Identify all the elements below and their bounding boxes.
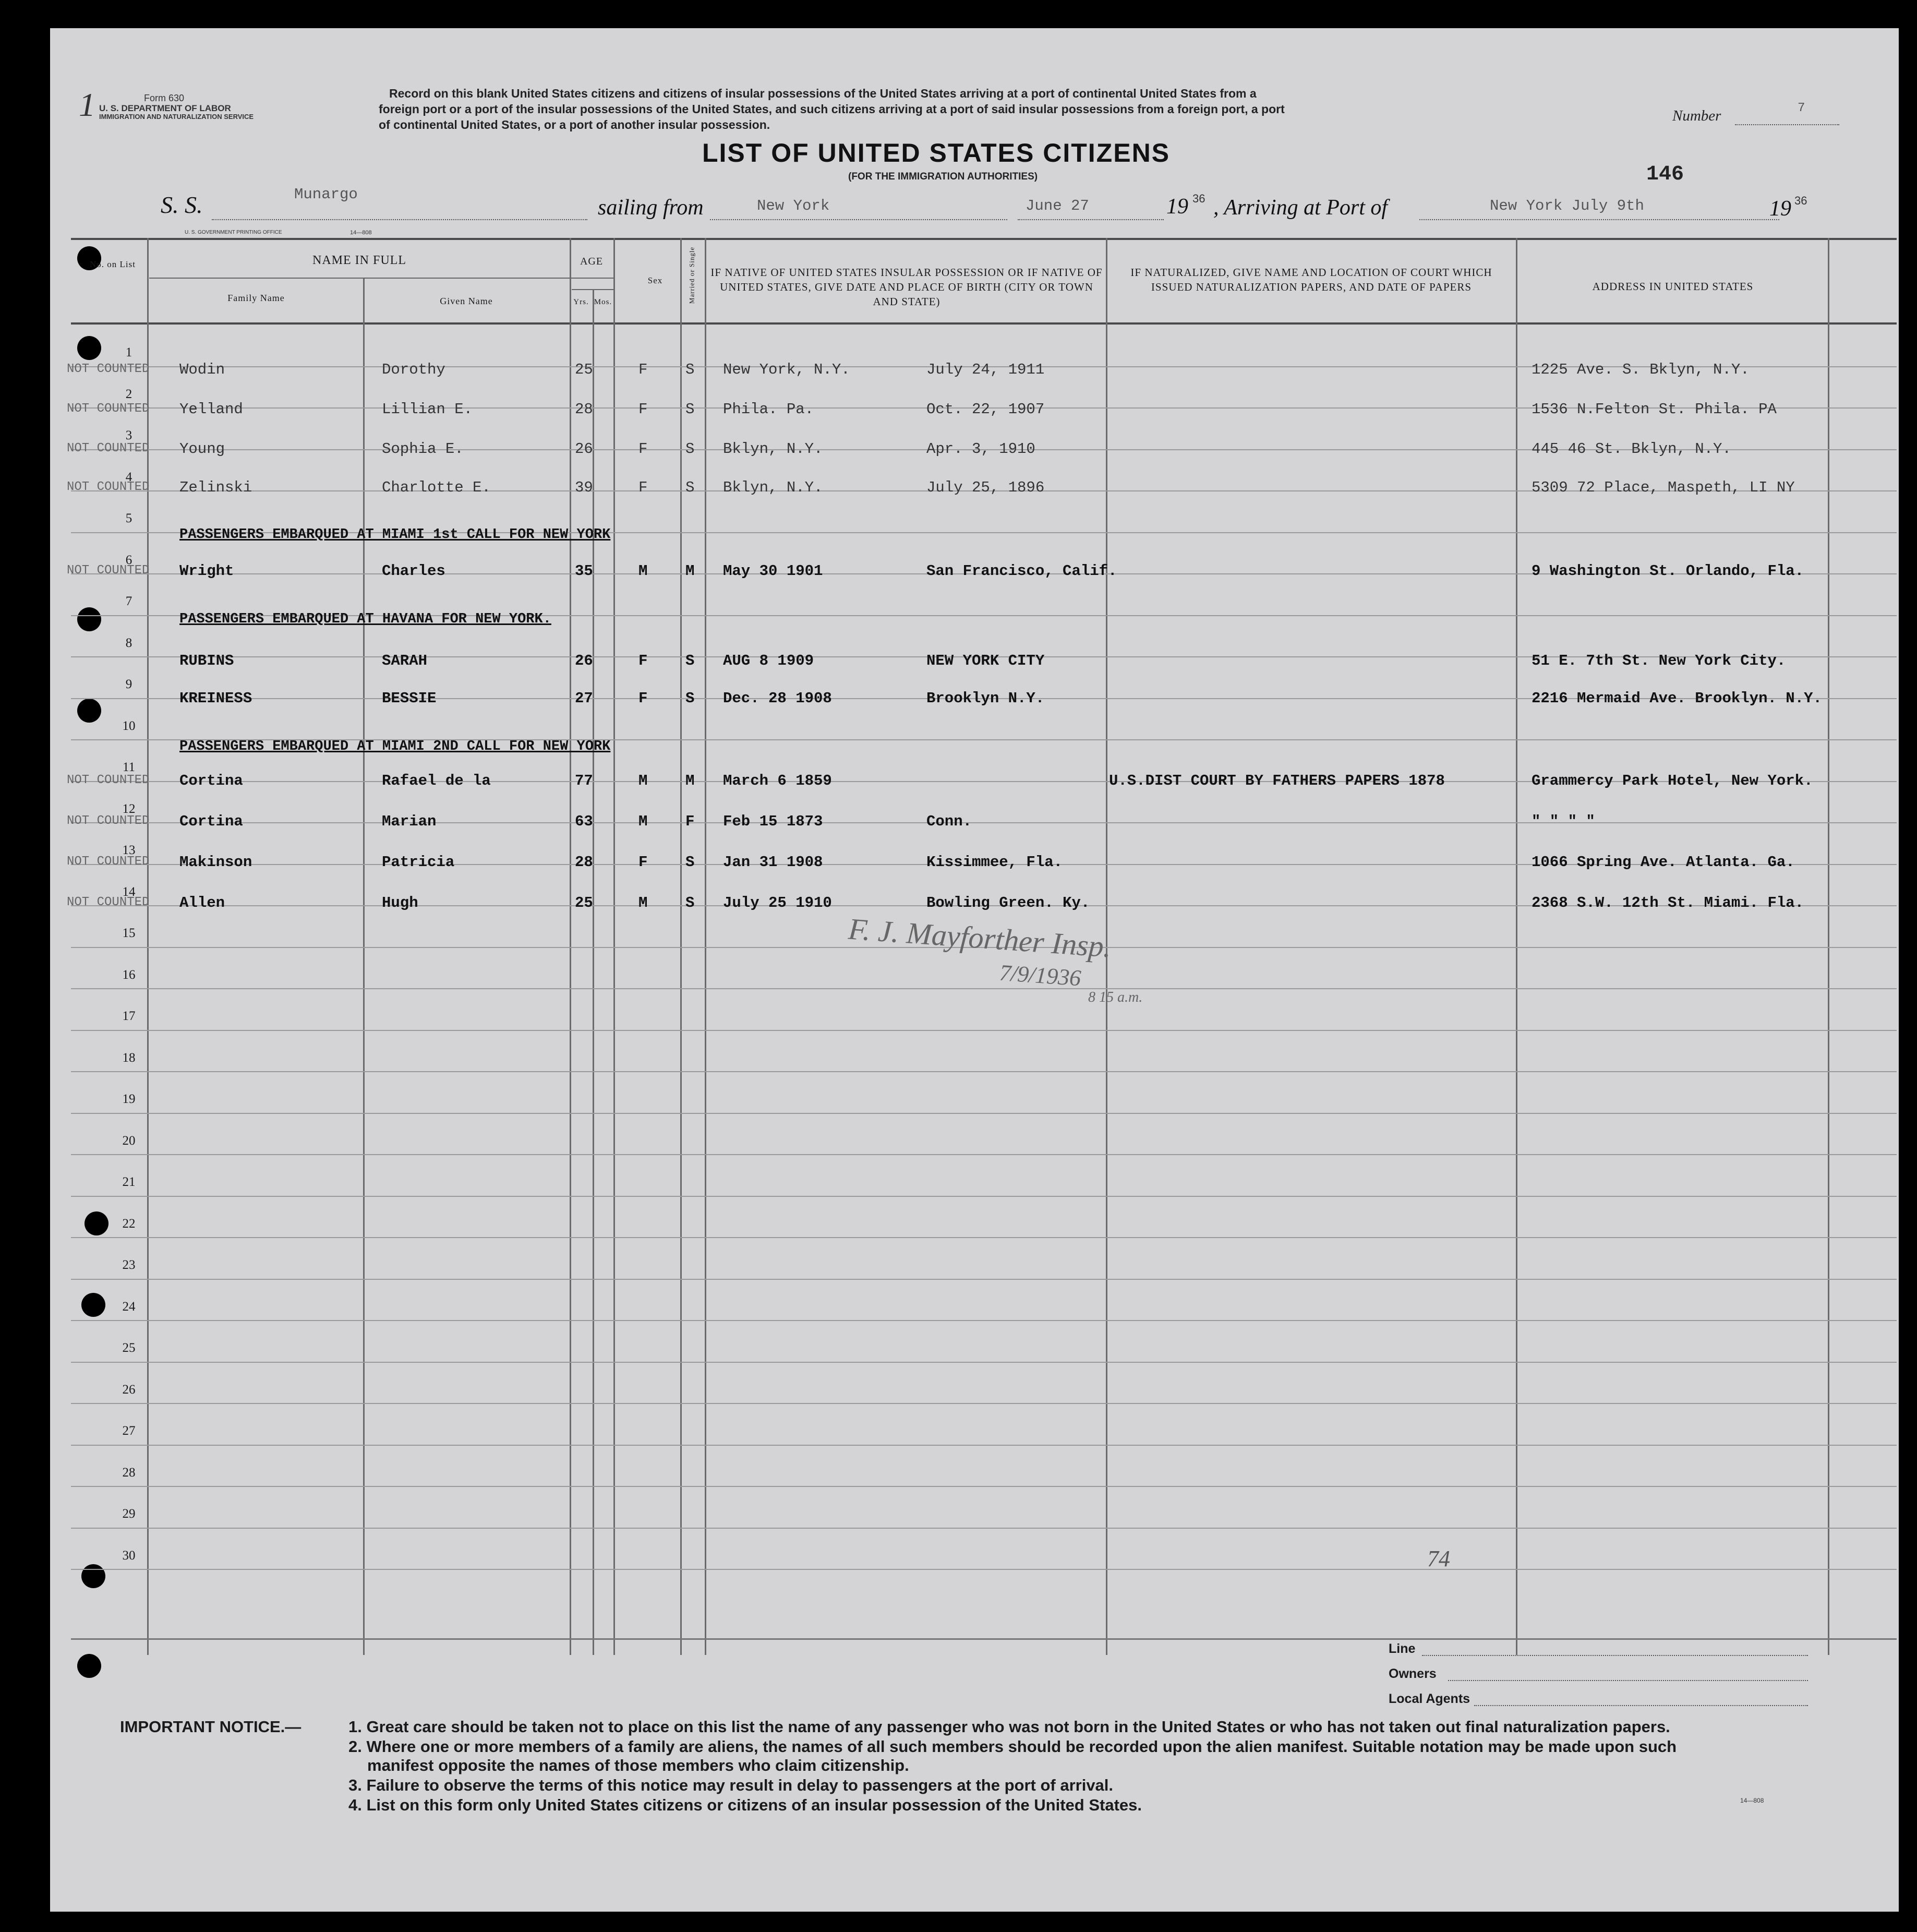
cell-given: BESSIE: [382, 690, 437, 707]
cell-address: Grammercy Park Hotel, New York.: [1532, 772, 1813, 789]
cell-ms: S: [685, 652, 695, 669]
row-line: [71, 988, 1897, 989]
cell-family: Yelland: [179, 401, 243, 418]
cell-sex: F: [638, 652, 648, 669]
year-suffix-1: 36: [1192, 192, 1205, 205]
cell-ms: M: [685, 562, 695, 580]
instruction-line-3: of continental United States, or a port of another insular possession.: [379, 118, 770, 131]
cell-age: 39: [575, 479, 593, 496]
cell-ms: S: [685, 401, 695, 418]
cell-given: Lillian E.: [382, 401, 473, 418]
cell-birth-date: Feb 15 1873: [723, 813, 823, 830]
year-prefix-1: 19: [1166, 195, 1188, 219]
row-number: 25: [122, 1341, 136, 1355]
page-title: LIST OF UNITED STATES CITIZENS: [702, 138, 1171, 167]
notice-3: 3. Failure to observe the terms of this notice may result in delay to passengers at the port of arrival.: [348, 1776, 1114, 1794]
ship-name-line: [212, 219, 587, 220]
sailing-date: June 27: [1026, 197, 1089, 214]
header-name-in-full: NAME IN FULL: [312, 254, 406, 267]
cell-sex: F: [638, 690, 648, 707]
cell-address: 1536 N.Felton St. Phila. PA: [1532, 401, 1777, 418]
printing-office: U. S. GOVERNMENT PRINTING OFFICE: [185, 230, 282, 235]
notice-2: 2. Where one or more members of a family are aliens, the names of all such members should be recorded upon the alien manifest. Suitable notation may be made upon such: [348, 1737, 1677, 1756]
row-line: [71, 1528, 1897, 1529]
cell-birth-place: Brooklyn N.Y.: [926, 690, 1045, 707]
notice-2-cont: manifest opposite the names of those members who claim citizenship.: [367, 1756, 909, 1774]
row-line: [71, 1320, 1897, 1321]
cell-sex: F: [638, 854, 648, 871]
col-divider-family: [363, 279, 365, 1655]
row-line: [71, 1237, 1897, 1238]
header-naturalized: IF NATURALIZED, GIVE NAME AND LOCATION OF COURT WHICH ISSUED NATURALIZATION PAPERS, AND DATE OF PAPERS: [1130, 266, 1492, 293]
cell-age: 25: [575, 894, 593, 911]
cell-given: Hugh: [382, 894, 418, 911]
table-bottom-border: [71, 1638, 1897, 1640]
row-line: [71, 1071, 1897, 1072]
row-line: [71, 1445, 1897, 1446]
cell-age: 35: [575, 562, 593, 580]
cell-birth-date: May 30 1901: [723, 562, 823, 580]
row-number: 3: [125, 428, 132, 442]
cell-ms: F: [685, 813, 695, 830]
punch-hole-6: [81, 1293, 105, 1317]
cell-ms: S: [685, 479, 695, 496]
sailing-from-port: New York: [757, 197, 830, 214]
cell-family: KREINESS: [179, 690, 252, 707]
notice-4: 4. List on this form only United States citizens or citizens of an insular possession of the United States.: [348, 1796, 1142, 1814]
sailing-from-line: [710, 219, 1007, 220]
cell-family: Zelinski: [179, 479, 252, 496]
cell-family: Cortina: [179, 772, 243, 789]
cell-naturalized: U.S.DIST COURT BY FATHERS PAPERS 1878: [1109, 772, 1445, 789]
instruction-line-2: foreign port or a port of the insular possessions of the United States, and such citizens arriving at a port of said insular possessions from a foreign port, a port: [379, 102, 1285, 116]
cell-given: Sophia E.: [382, 440, 464, 458]
cell-birth-date: Bklyn, N.Y.: [723, 440, 823, 458]
instruction-line-1: Record on this blank United States citizens and citizens of insular possessions of the United States arriving at a port of continental United States from a: [389, 87, 1257, 100]
cell-ms: S: [685, 894, 695, 911]
not-counted-stamp: NOT COUNTED: [67, 563, 150, 578]
cell-ms: S: [685, 690, 695, 707]
col-divider-naturalized: [1516, 238, 1517, 1655]
cell-birth-place: Oct. 22, 1907: [926, 401, 1045, 418]
row-line: [71, 1154, 1897, 1155]
row-line: [71, 1196, 1897, 1197]
punch-hole-2: [77, 336, 101, 360]
line-fill: [1422, 1655, 1808, 1656]
row-number: 19: [122, 1092, 136, 1106]
not-counted-stamp: NOT COUNTED: [67, 814, 150, 828]
cell-birth-place: Kissimmee, Fla.: [926, 854, 1063, 871]
row-number: 18: [122, 1051, 136, 1065]
row-number: 13: [122, 843, 136, 857]
cell-birth-date: March 6 1859: [723, 772, 832, 789]
row-number: 4: [125, 470, 132, 484]
cell-family: Young: [179, 440, 225, 458]
sailing-from-label: sailing from: [598, 196, 704, 220]
row-line: [71, 822, 1897, 823]
cell-age: 28: [575, 401, 593, 418]
number-value: 7: [1798, 101, 1805, 115]
row-number: 5: [125, 511, 132, 525]
local-agents-label: Local Agents: [1389, 1691, 1470, 1706]
cell-ms: S: [685, 361, 695, 378]
print-code-top: 14—808: [350, 230, 372, 236]
row-line: [71, 1362, 1897, 1363]
row-number: 27: [122, 1424, 136, 1438]
cell-address: " " " ": [1532, 813, 1595, 830]
row-number: 12: [122, 802, 136, 816]
row-number: 17: [122, 1009, 136, 1023]
cell-sex: M: [638, 894, 648, 911]
row-number: 30: [122, 1549, 136, 1563]
cell-given: Charlotte E.: [382, 479, 491, 496]
cell-family: Wright: [179, 562, 234, 580]
row-number: 26: [122, 1383, 136, 1397]
row-number: 29: [122, 1507, 136, 1521]
row-number: 23: [122, 1258, 136, 1272]
cell-birth-place: Conn.: [926, 813, 972, 830]
row-number: 2: [125, 387, 132, 401]
inspector-signature: F. J. Mayforther Insp.: [847, 911, 1113, 964]
not-counted-stamp: NOT COUNTED: [67, 362, 150, 376]
punch-hole-4: [77, 699, 101, 723]
cell-age: 28: [575, 854, 593, 871]
cell-address: 2368 S.W. 12th St. Miami. Fla.: [1532, 894, 1804, 911]
not-counted-stamp: NOT COUNTED: [67, 895, 150, 909]
cell-address: 5309 72 Place, Maspeth, LI NY: [1532, 479, 1795, 496]
punch-hole-3: [77, 607, 101, 631]
line-label: Line: [1389, 1641, 1416, 1656]
row-number: 7: [125, 594, 132, 608]
cell-address: 1225 Ave. S. Bklyn, N.Y.: [1532, 361, 1750, 378]
cell-given: Charles: [382, 562, 445, 580]
cell-birth-date: AUG 8 1909: [723, 652, 814, 669]
cell-age: 25: [575, 361, 593, 378]
cell-given: Rafael de la: [382, 772, 491, 789]
arriving-label: , Arriving at Port of: [1213, 196, 1388, 220]
ship-name: Munargo: [294, 186, 358, 203]
number-line: [1735, 124, 1839, 125]
cell-sex: F: [638, 440, 648, 458]
row-line: [71, 1030, 1897, 1031]
header-birth: IF NATIVE OF UNITED STATES INSULAR POSSESSION OR IF NATIVE OF UNITED STATES, GIVE DATE AND PLACE OF BIRTH (CITY OR TOWN AND STATE): [710, 266, 1103, 308]
cell-address: 445 46 St. Bklyn, N.Y.: [1532, 440, 1731, 458]
notice-1: 1. Great care should be taken not to place on this list the name of any passenger who was not born in the United States or who has not taken out final naturalization papers.: [348, 1718, 1670, 1736]
header-given-name: Given Name: [440, 296, 493, 306]
year-suffix-2: 36: [1794, 194, 1807, 207]
ss-label: S. S.: [161, 191, 203, 218]
name-header-divider: [149, 278, 614, 279]
cell-family: RUBINS: [179, 652, 234, 669]
header-yrs: Yrs.: [573, 298, 589, 306]
row-number: 6: [125, 553, 132, 567]
sailing-date-line: [1018, 219, 1164, 220]
header-age: AGE: [580, 256, 604, 267]
row-number: 21: [122, 1175, 136, 1189]
col-divider-sex: [680, 238, 682, 1655]
cell-birth-date: July 25 1910: [723, 894, 832, 911]
cell-birth-date: Phila. Pa.: [723, 401, 814, 418]
row-number: 16: [122, 968, 136, 982]
margin-mark: 1: [79, 86, 95, 123]
arriving-port-line: [1419, 219, 1779, 220]
cell-address: 1066 Spring Ave. Atlanta. Ga.: [1532, 854, 1795, 871]
row-line: [71, 1279, 1897, 1280]
cell-birth-date: Bklyn, N.Y.: [723, 479, 823, 496]
cell-birth-place: Apr. 3, 1910: [926, 440, 1035, 458]
punch-hole-8: [77, 1654, 101, 1678]
cell-ms: S: [685, 854, 695, 871]
cell-birth-place: July 25, 1896: [926, 479, 1045, 496]
cell-family: Makinson: [179, 854, 252, 871]
manifest-sheet: [50, 28, 1899, 1912]
not-counted-stamp: NOT COUNTED: [67, 773, 150, 787]
page-subtitle: (FOR THE IMMIGRATION AUTHORITIES): [848, 171, 1038, 182]
department: U. S. DEPARTMENT OF LABOR: [99, 103, 231, 113]
col-divider-ms: [705, 238, 706, 1655]
cell-ms: M: [685, 772, 695, 789]
inspection-time: 8 15 a.m.: [1088, 989, 1143, 1005]
sheet-count: 74: [1427, 1546, 1450, 1571]
cell-birth-date: Jan 31 1908: [723, 854, 823, 871]
header-address: ADDRESS IN UNITED STATES: [1592, 280, 1754, 293]
header-sex: Sex: [647, 275, 663, 285]
row-number: 10: [122, 719, 136, 733]
row-number: 22: [122, 1217, 136, 1231]
not-counted-stamp: NOT COUNTED: [67, 441, 150, 455]
row-number: 11: [122, 760, 136, 774]
cell-address: 9 Washington St. Orlando, Fla.: [1532, 562, 1804, 580]
not-counted-stamp: NOT COUNTED: [67, 402, 150, 416]
header-family-name: Family Name: [227, 293, 285, 303]
col-divider-age: [613, 238, 615, 1655]
cell-sex: F: [638, 479, 648, 496]
cell-given: SARAH: [382, 652, 428, 669]
cell-age: 26: [575, 652, 593, 669]
col-divider-given: [570, 238, 571, 1655]
cell-sex: F: [638, 361, 648, 378]
header-bottom-border: [71, 322, 1897, 325]
cell-given: Dorothy: [382, 361, 445, 378]
cell-birth-date: New York, N.Y.: [723, 361, 850, 378]
cell-birth-date: Dec. 28 1908: [723, 690, 832, 707]
cell-birth-place: Bowling Green. Ky.: [926, 894, 1090, 911]
cell-age: 26: [575, 440, 593, 458]
row-number: 1: [125, 345, 132, 359]
header-mos: Mos.: [594, 298, 612, 306]
row-line: [71, 1569, 1897, 1570]
not-counted-stamp: NOT COUNTED: [67, 480, 150, 494]
cell-age: 63: [575, 813, 593, 830]
cell-birth-place: NEW YORK CITY: [926, 652, 1045, 669]
row-number: 20: [122, 1134, 136, 1148]
cell-sex: F: [638, 401, 648, 418]
print-code-bottom: 14—808: [1740, 1797, 1764, 1804]
cell-sex: M: [638, 562, 648, 580]
punch-hole-5: [85, 1211, 108, 1235]
local-agents-fill: [1474, 1705, 1808, 1706]
service-name: IMMIGRATION AND NATURALIZATION SERVICE: [99, 113, 254, 121]
owners-label: Owners: [1389, 1666, 1437, 1681]
row-number: 24: [122, 1300, 136, 1314]
not-counted-stamp: NOT COUNTED: [67, 855, 150, 869]
col-divider-address: [1828, 238, 1829, 1655]
table-top-border: [71, 238, 1897, 240]
cell-age: 77: [575, 772, 593, 789]
page-number: 146: [1646, 163, 1684, 186]
number-label: Number: [1672, 107, 1721, 124]
cell-age: 27: [575, 690, 593, 707]
section-miami-1st-call: PASSENGERS EMBARQUED AT MIAMI 1st CALL FOR NEW YORK: [179, 527, 611, 543]
header-no-on-list: No. on List: [90, 259, 136, 269]
row-number: 9: [125, 677, 132, 691]
row-line: [71, 1113, 1897, 1114]
row-number: 8: [125, 636, 132, 650]
section-havana: PASSENGERS EMBARQUED AT HAVANA FOR NEW YORK.: [179, 611, 551, 627]
cell-address: 51 E. 7th St. New York City.: [1532, 652, 1786, 669]
arriving-port: New York July 9th: [1490, 197, 1644, 214]
year-prefix-2: 19: [1769, 197, 1791, 221]
row-line: [71, 1403, 1897, 1404]
cell-family: Allen: [179, 894, 225, 911]
punch-hole-7: [81, 1564, 105, 1588]
section-miami-2nd-call: PASSENGERS EMBARQUED AT MIAMI 2ND CALL FOR NEW YORK: [179, 739, 611, 754]
cell-birth-place: San Francisco, Calif.: [926, 562, 1117, 580]
cell-given: Marian: [382, 813, 437, 830]
cell-ms: S: [685, 440, 695, 458]
form-number: Form 630: [144, 93, 185, 103]
cell-family: Cortina: [179, 813, 243, 830]
header-married-single: Married or Single: [688, 246, 696, 304]
notice-title: IMPORTANT NOTICE.—: [120, 1718, 302, 1736]
row-number: 15: [122, 926, 136, 940]
cell-birth-place: July 24, 1911: [926, 361, 1045, 378]
cell-given: Patricia: [382, 854, 455, 871]
row-number: 14: [122, 885, 136, 899]
row-number: 28: [122, 1466, 136, 1480]
cell-address: 2216 Mermaid Ave. Brooklyn. N.Y.: [1532, 690, 1822, 707]
owners-fill: [1448, 1680, 1808, 1681]
row-line: [71, 1486, 1897, 1487]
inspection-date: 7/9/1936: [998, 959, 1082, 991]
cell-sex: M: [638, 813, 648, 830]
cell-sex: M: [638, 772, 648, 789]
cell-family: Wodin: [179, 361, 225, 378]
